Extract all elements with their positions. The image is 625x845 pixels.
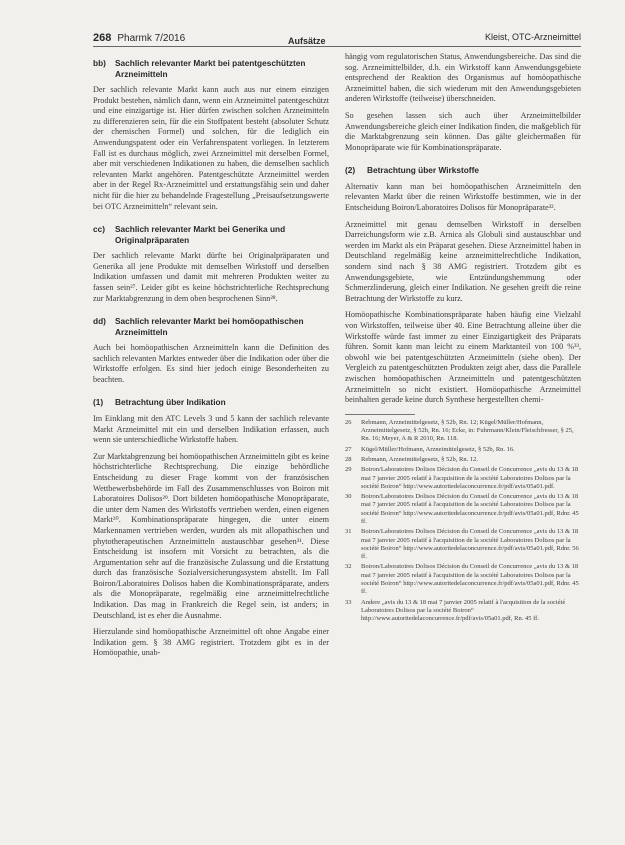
paragraph: Zur Marktabgrenzung bei homöopathischen Arzneimitteln gibt es keine höchstrichterliche Rechtsprechung. Die einzige behördliche Entscheidung zu dieser Frage kommt von der französischen Wettbewerbsbehörde im Fall des Zusammenschlusses von Boiron mit Laboratoires Dolisos²⁹. Dort bildeten homöopathische Monopräparate, die unter dem Namen des Wirkstoffs vertrieben werden, einen eigenen Markt³⁰. Kombinationspräparate hingegen, die unter einem Markennamen vertrieben werden, wurden als mit allopathischen und phytotherapeutischen Arzneimitteln austauschbar gesehen³¹. Diese Entscheidung ist insofern mit Vorsicht zu betrachten, als die Argumentation sehr auf die französische Zulassung und die Erstattung durch das französische Sozialversicherungssystem abstellt. Im Fall Boiron/Laboratoires Dolisos haben die Kombinationspräparate, anders als die Monopräparate, regelmäßig eine arzneimittelrechtliche Indikation. Das mag in Frankreich die Regel sein, ist anders; in Deutschland, ist es eher die Ausnahme. <box>93 451 329 620</box>
footnote-number: 26 <box>345 418 352 426</box>
heading-title: Sachlich relevanter Markt bei homöopathischen Arzneimitteln <box>115 316 304 337</box>
heading-2 <box>345 165 581 176</box>
footnote-text: Boiron/Laboratoires Dolisos Décision du Conseil de Concurrence „avis du 13 & 18 mai 7 janvier 2005 relatif à l'acquisition de la société Laboratoires Dolisos par la société Boiron“ http://www.autoritedelaconcurrence.fr/pdf/avis/05a01.pdf. <box>361 466 579 490</box>
paragraph: Homöopathische Kombinationspräparate haben häufig eine Vielzahl von Wirkstoffen, teilweise über 40. Eine Betrachtung alleine über die Wirkstoffe würde fast immer zu einer Einzigartigkeit des Präparats führen. Somit kann man leicht zu einem Marktanteil von 100 %³³, obwohl wie bei patentgeschützten Arzneimitteln (siehe oben). Der Vergleich zu patentgeschützten Produkten zeigt aber, dass die Parallele zwischen homöopathischen Arzneimitteln und patentgeschützten Arzneimitteln so nicht existiert. Homöopathische Arzneimittel beinhalten gerade keine durch Synthese hergestellten chemi- <box>345 310 581 405</box>
heading-title: Sachlich relevanter Markt bei patentgeschützten Arzneimitteln <box>115 58 306 79</box>
footnote <box>345 563 581 596</box>
left-column <box>93 58 329 665</box>
footnote <box>345 456 581 464</box>
header-rule <box>93 46 581 47</box>
page-header-left <box>93 32 185 44</box>
page-number: 268 <box>93 32 112 44</box>
paragraph: hängig vom regulatorischen Status, Anwendungsbereiche. Das sind die sog. Arzneimittelbilder, d.h. ein Wirkstoff kann Anwendungsgebiete entsprechend der Reaktion des Organismus auf homöopathische Arzneimittel haben, die sich wiederum mit den Anwendungsgebieten anderen Wirkstoffe (teilweise) überschneiden. <box>345 52 581 104</box>
heading-title: Sachlich relevanter Markt bei Generika und Originalpräparaten <box>115 224 286 245</box>
footnote <box>345 599 581 624</box>
footnote-text: Rebmann, Arzneimittelgesetz, § 52b, Rn. 12. <box>361 455 478 463</box>
right-column <box>345 52 581 626</box>
footnote <box>345 493 581 526</box>
footnote-number: 32 <box>345 563 352 571</box>
footnote-text: Rebmann, Arzneimittelgesetz, § 52b, Rn. 12; Kügel/Müller/Hofmann, Arzneimittelgesetz, § 52b, Rn. 16; Ecke, in: Fuhrmann/Klein/Fleischfresser, § 25, Rn. 16; Meyer, A & R 2010, Rn. 118. <box>361 418 574 443</box>
footnote-number: 33 <box>345 598 352 606</box>
footnote-rule <box>345 414 415 415</box>
paragraph: Auch bei homöopathischen Arzneimitteln kann die Definition des sachlich relevanten Marktes entweder über die Indikation oder über die Wirkstoffe erfolgen. Es sind hier jedoch einige Besonderheiten zu beachten. <box>93 343 329 384</box>
paragraph: Der sachlich relevante Markt dürfte bei Originalpräparaten und Generika all jene Produkte mit demselben Wirkstoff und derselben Indikation umfassen und damit mit mehreren Produkten weiter zu fassen sein²⁷. Leider gibt es keine höchstrichterliche Rechtsprechung zur Marktabgrenzung in dem oben besprochenen Sinn²⁸. <box>93 251 329 303</box>
heading-number: dd) <box>93 316 106 327</box>
footnote-text: Boiron/Laboratoires Dolisos Décision du Conseil de Concurrence „avis du 13 & 18 mai 7 janvier 2005 relatif à l'acquisition de la société Laboratoires Dolisos par la société Boiron“ http://www.autoritedelaconcurrence.fr/pdf/avis/05a01.pdf, Rdnr. 45 ff. <box>361 493 579 525</box>
footnote-text: Boiron/Laboratoires Dolisos Décision du Conseil de Concurrence „avis du 13 & 18 mai 7 janvier 2005 relatif à l'acquisition de la société Laboratoires Dolisos par la société Boiron“ http://www.autoritedelaconcurrence.fr/pdf/avis/05a01.pdf, Rdnr. 56 ff. <box>361 528 579 561</box>
journal-name: Pharmk 7/2016 <box>117 33 186 44</box>
heading-title: Betrachtung über Wirkstoffe <box>367 165 479 176</box>
paragraph: Im Einklang mit den ATC Levels 3 und 5 kann der sachlich relevante Markt Arzneimittel mit ein und derselben Indikation erfassen, auch wenn sie unterschiedliche Wirkstoffe haben. <box>93 413 329 445</box>
heading-title: Betrachtung über Indikation <box>115 397 226 408</box>
footnote-number: 30 <box>345 493 352 501</box>
heading-number: (1) <box>93 397 104 408</box>
heading-cc <box>93 224 329 245</box>
footnote-text: Boiron/Laboratoires Dolisos Décision du Conseil de Concurrence „avis du 13 & 18 mai 7 janvier 2005 relatif à l'acquisition de la société Laboratoires Dolisos par la société Boiron“ http://www.autoritedelaconcurrence.fr/pdf/avis/05a01.pdf, Rdnr. 45 ff. <box>361 563 579 596</box>
paragraph: Arzneimittel mit genau demselben Wirkstoff in derselben Darreichungsform wie z.B. Arnica als Globuli sind austauschbar und werden im Markt als ein Präparat gesehen. Diese Arzneimittel haben in Deutschland regelmäßig keine arzneimittelrechtliche Indikation, sondern sind nach § 38 AMG registriert. Trotzdem gibt es Anwendungsgebiete, wie Entzündungshemmung oder Schmerzlinderung, gleich einer Indikation. Ne gesehen greift die reine Betrachtung der Wirkstoffe zu kurz. <box>345 219 581 303</box>
footnote-number: 28 <box>345 455 352 463</box>
heading-number: bb) <box>93 58 106 68</box>
footnote <box>345 446 581 454</box>
heading-1 <box>93 397 329 408</box>
footnote <box>345 466 581 491</box>
section-label: Aufsätze <box>288 36 326 46</box>
footnote-number: 31 <box>345 528 352 536</box>
paragraph: Alternativ kann man bei homöopathischen Arzneimitteln den relevanten Markt über die reinen Wirkstoffe bestimmen, wie in der Entscheidung Boiron/Laboratoires Dolisos für Monopräparate³². <box>345 181 581 213</box>
footnote-number: 29 <box>345 466 352 474</box>
footnote-text: Kügel/Müller/Hofmann, Arzneimittelgesetz, § 52b, Rn. 16. <box>361 445 515 453</box>
heading-number: (2) <box>345 165 356 176</box>
footnotes <box>345 419 581 624</box>
footnote <box>345 419 581 444</box>
paragraph: Hierzulande sind homöopathische Arzneimittel oft ohne Angabe einer Indikation gem. § 38 AMG registriert. Trotzdem gibt es in der Homöopathie, unab- <box>93 627 329 658</box>
heading-dd <box>93 316 329 337</box>
footnote-text: Andere „avis du 13 & 18 mai 7 janvier 2005 relatif à l'acquisition de la société Laboratoires Dolisos par la société Boiron“ http://www.autoritedelaconcurrence.fr/pdf/avis/05a01.pdf, Rn. 45 ff. <box>361 598 566 623</box>
footnote-number: 27 <box>345 445 352 453</box>
footnote <box>345 528 581 561</box>
heading-number: cc) <box>93 224 105 235</box>
paragraph: Der sachlich relevante Markt kann auch aus nur einem einzigen Produkt bestehen, nämlich dann, wenn ein Arzneimittel patentgeschützt und eine einzigartige ist. Hier dürfen zwischen solchen Arzneimitteln zu differenzieren sein, für die ein Stoffpatent besteht (absoluter Schutz der chemischen Formel) und solchen, für die lediglich ein Anwendungspatent oder ein Verfahrenspatent vorliegen. In letzterem Fall ist es durchaus möglich, zwei Arzneimittel mit derselben Formel, aber mit verschiedenen Indikationen zu haben, die demselben sachlich relevanten Markt angehören. Patentgeschützte Arzneimittel werden aber in der Regel Rx-Arzneimittel und erstattungsfähig sein und daher nicht für die hier zu behandelnde Fragestellung „Preisaufsetzungswerte bei OTC Arzneimitteln“ relevant sein. <box>93 85 329 211</box>
running-title: Kleist, OTC-Arzneimittel <box>484 32 581 42</box>
heading-bb <box>93 58 329 79</box>
paragraph: So gesehen lassen sich auch über Arzneimittelbilder Anwendungsbereiche gleich einer Indikation finden, die maßgeblich für die Marktabgrenzung sein können. Das gälte gleichermaßen für Monopräparate wie für Kombinationspräparate. <box>345 110 581 152</box>
